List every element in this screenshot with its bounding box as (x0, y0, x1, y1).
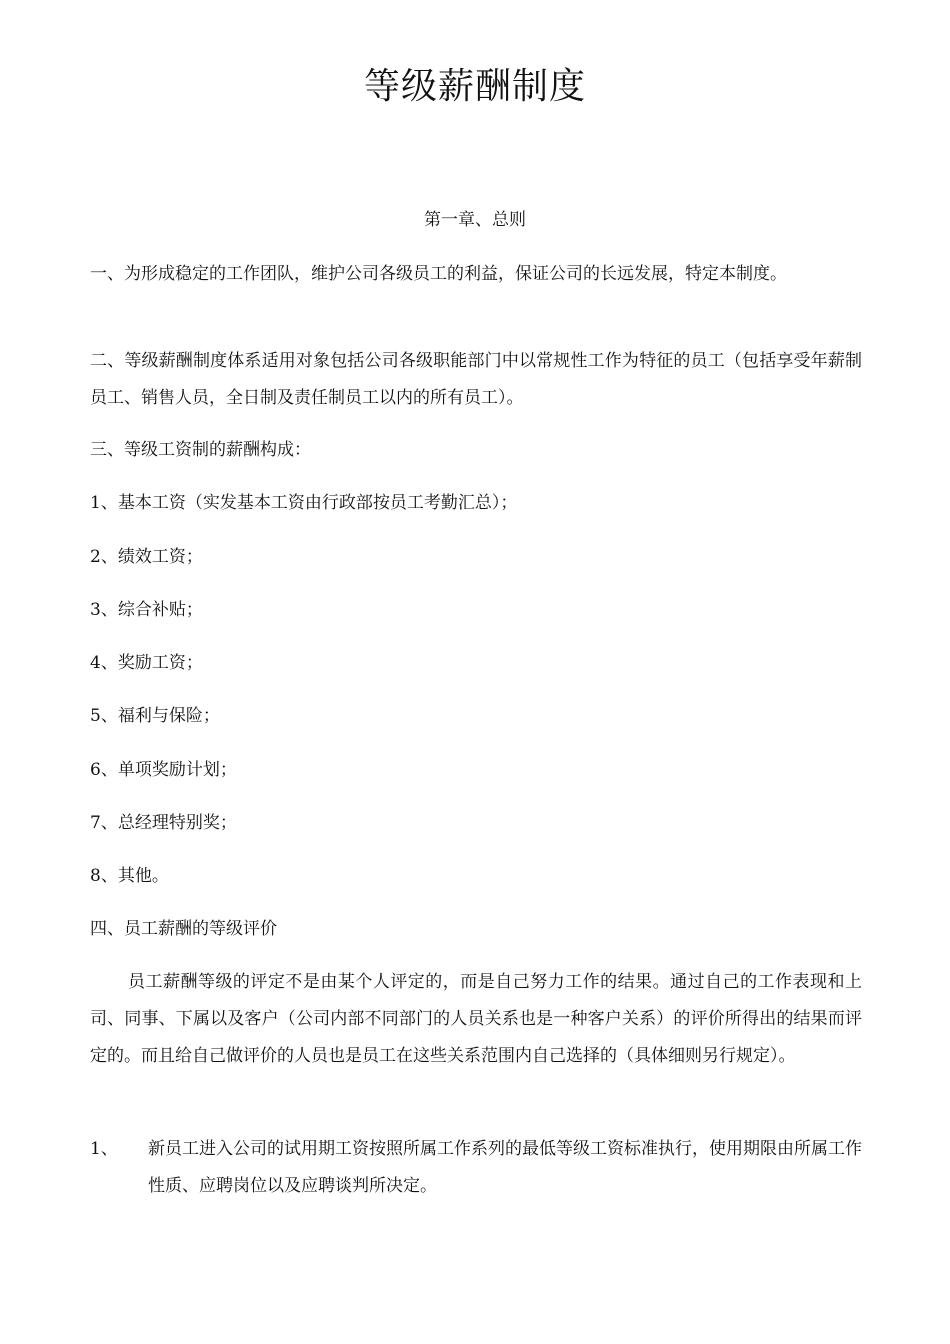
section-heading-4: 四、员工薪酬的等级评价 (90, 919, 277, 939)
paragraph-1: 一、为形成稳定的工作团队，维护公司各级员工的利益，保证公司的长远发展，特定本制度。 (90, 264, 787, 284)
list-item-1: 1、基本工资（实发基本工资由行政部按员工考勤汇总）； (90, 493, 518, 513)
list-item-4: 4、奖励工资； (90, 653, 203, 673)
numbered-item-text: 新员工进入公司的试用期工资按照所属工作系列的最低等级工资标准执行，使用期限由所属工作性质、应聘岗位以及应聘谈判所决定。 (148, 1139, 862, 1196)
list-item-6: 6、单项奖励计划； (90, 760, 237, 780)
list-item-8: 8、其他。 (90, 866, 169, 886)
list-item-5: 5、福利与保险； (90, 706, 220, 726)
list-item-3: 3、综合补贴； (90, 600, 203, 620)
paragraph-3: 三、等级工资制的薪酬构成： (90, 440, 311, 460)
numbered-item-number: 1、 (90, 1139, 118, 1159)
list-item-7: 7、总经理特别奖； (90, 813, 237, 833)
paragraph-evaluation: 员工薪酬等级的评定不是由某个人评定的，而是自己努力工作的结果。通过自己的工作表现和上司、同事、下属以及客户（公司内部不同部门的人员关系也是一种客户关系）的评价所得出的结果而评定的。而且给自己做评价的人员也是员工在这些关系范围内自己选择的（具体细则另行规定）。 (90, 972, 862, 1066)
document-title: 等级薪酬制度 (363, 66, 586, 107)
list-item-2: 2、绩效工资； (90, 547, 203, 567)
paragraph-2: 二、等级薪酬制度体系适用对象包括公司各级职能部门中以常规性工作为特征的员工（包括享受年薪制员工、销售人员，全日制及责任制员工以内的所有员工）。 (90, 351, 862, 408)
chapter-heading: 第一章、总则 (424, 210, 526, 230)
